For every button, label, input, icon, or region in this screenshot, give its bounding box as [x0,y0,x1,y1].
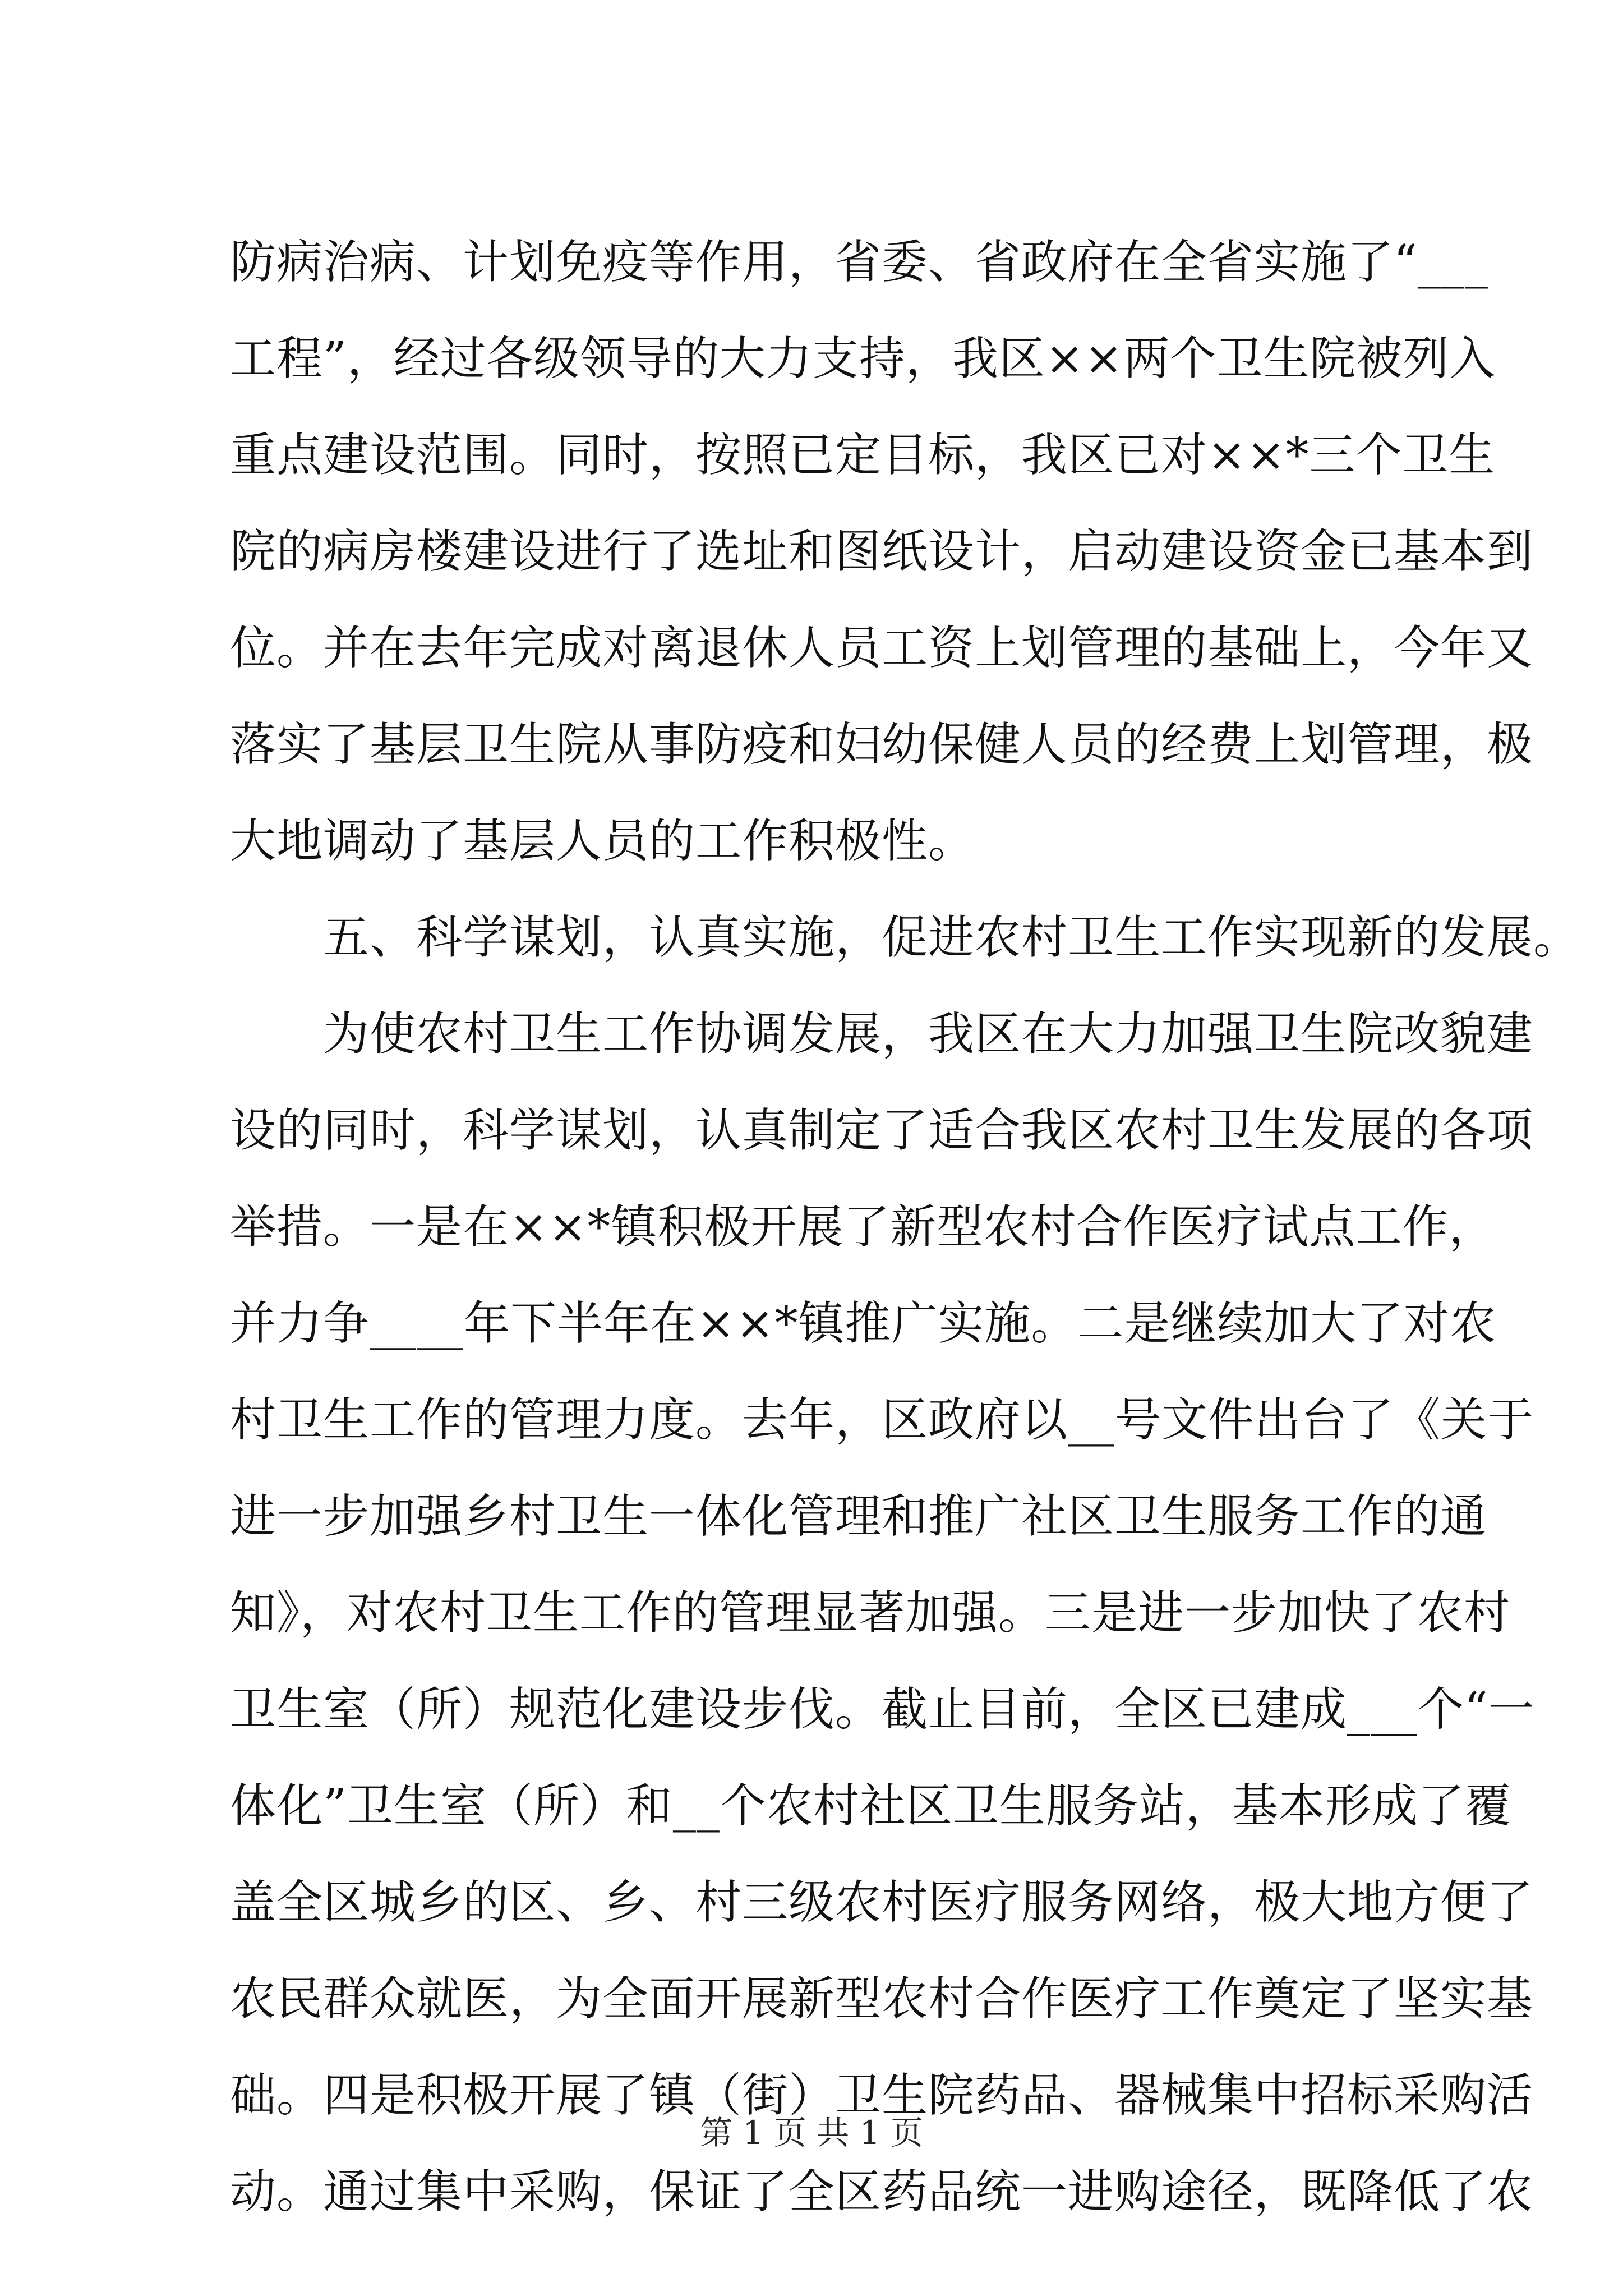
text-line: 盖全区城乡的区、乡、村三级农村医疗服务网络，极大地方便了 [230,1876,1534,1929]
text-line: 重点建设范围。同时，按照已定目标，我区已对××*三个卫生 [230,429,1496,482]
text-line: 卫生室（所）规范化建设步伐。截止目前，全区已建成___个“一 [230,1683,1535,1736]
text-line: 并力争____年下半年在××*镇推广实施。二是继续加大了对农 [230,1297,1497,1350]
text-line: 础。四是积极开展了镇（街）卫生院药品、器械集中招标采购活 [230,2069,1534,2122]
text-line: 村卫生工作的管理力度。去年，区政府以__号文件出台了《关于 [230,1393,1534,1447]
text-line: 进一步加强乡村卫生一体化管理和推广社区卫生服务工作的通 [230,1490,1487,1543]
text-line: 动。通过集中采购，保证了全区药品统一进购途径，既降低了农 [230,2165,1534,2219]
text-line: 院的病房楼建设进行了选址和图纸设计，启动建设资金已基本到 [230,525,1534,578]
text-line: 设的同时，科学谋划，认真制定了适合我区农村卫生发展的各项 [230,1104,1534,1157]
section-heading: 五、科学谋划，认真实施，促进农村卫生工作实现新的发展。 [323,911,1580,964]
text-line: 大地调动了基层人员的工作积极性。 [230,815,975,868]
document-body [230,214,1580,2240]
page-footer: 第 1 页 共 1 页 [700,2114,923,2152]
text-line: 为使农村卫生工作协调发展，我区在大力加强卫生院改貌建 [323,1007,1534,1061]
text-line: 举措。一是在××*镇积极开展了新型农村合作医疗试点工作， [230,1200,1496,1254]
text-line: 体化”卫生室（所）和__个农村社区卫生服务站，基本形成了覆 [230,1779,1511,1833]
text-line: 工程”，经过各级领导的大力支持，我区××两个卫生院被列入 [230,332,1496,385]
text-line: 落实了基层卫生院从事防疫和妇幼保健人员的经费上划管理，极 [230,718,1534,771]
text-line: 防病治病、计划免疫等作用，省委、省政府在全省实施了“___ [230,236,1488,289]
text-line: 知》，对农村卫生工作的管理显著加强。三是进一步加快了农村 [230,1586,1511,1640]
text-line: 位。并在去年完成对离退休人员工资上划管理的基础上，今年又 [230,622,1534,675]
text-line: 农民群众就医，为全面开展新型农村合作医疗工作奠定了坚实基 [230,1972,1534,2026]
